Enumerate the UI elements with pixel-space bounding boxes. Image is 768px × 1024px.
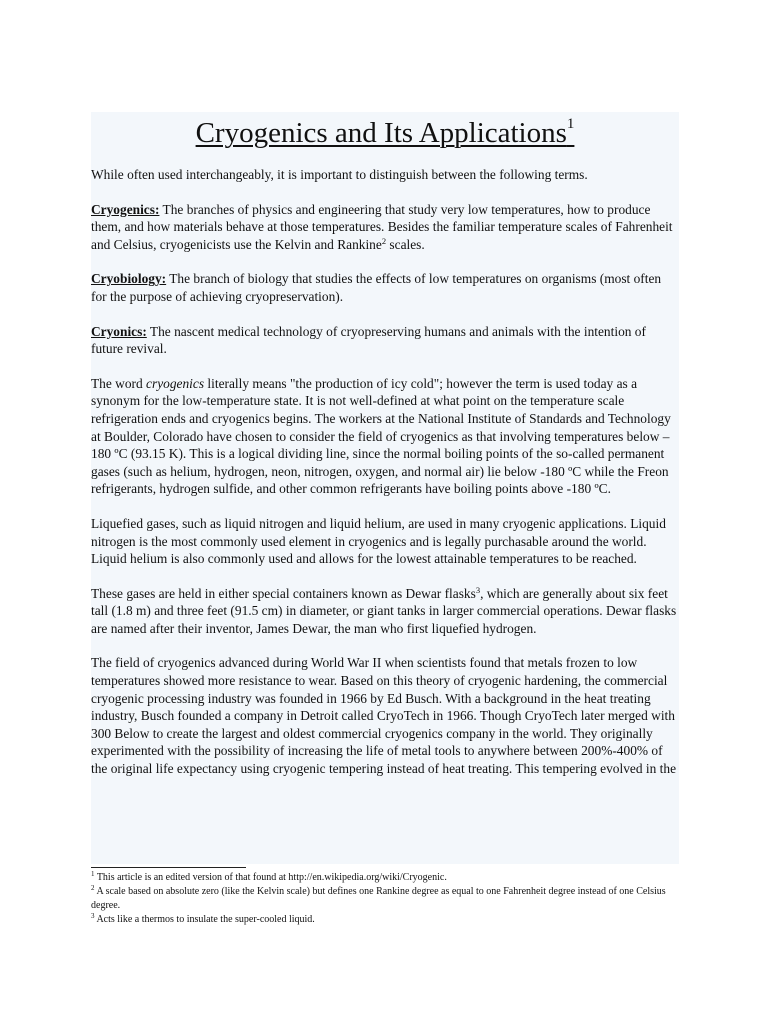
footnote-2-text: A scale based on absolute zero (like the Kelvin scale) but defines one Rankine degree as equal to one Fahrenheit degree instead of one Celsius degree. <box>91 886 666 911</box>
document-body <box>91 112 679 778</box>
footnote-separator <box>91 867 246 868</box>
footnote-1 <box>91 871 679 885</box>
footnote-2-mark: 2 <box>91 884 95 892</box>
document-title <box>91 112 679 150</box>
footnote-3-text: Acts like a thermos to insulate the super-cooled liquid. <box>94 914 315 925</box>
definition-cryobiology <box>91 270 679 305</box>
title-footnote-ref[interactable]: 1 <box>566 116 575 132</box>
paragraph-3-start: These gases are held in either special containers known as Dewar flasks <box>91 585 476 601</box>
definition-cryogenics <box>91 201 679 254</box>
definition-cryobiology-text: The branch of biology that studies the effects of low temperatures on organisms (most often for the purpose of achieving cryopreservation). <box>91 271 662 304</box>
paragraph-1-rest: literally means "the production of icy cold"; however the term is used today as a synonym for the low-temperature state. It is not well-defined at what point on the temperature scale refrigeration ends and cryogenics begins. The workers at the National Institute of Standards and Technology at Boulder, Colorado have chosen to consider the field of cryogenics as that involving temperatures below –180 ºC (93.15 K). This is a logical dividing line, since the normal boiling points of the so-called permanent gases (such as helium, hydrogen, neon, nitrogen, oxygen, and normal air) lie below -180 ºC while the Freon refrigerants, hydrogen sulfide, and other common refrigerants have boiling points above -180 ºC. <box>91 375 671 497</box>
definition-cryonics-text: The nascent medical technology of cryopreserving humans and animals with the intention of future revival. <box>91 323 646 357</box>
title-text: Cryogenics and Its Applications <box>195 117 567 149</box>
footnote-3 <box>91 913 679 927</box>
definition-cryogenics-text: The branches of physics and engineering that study very low temperatures, how to produce them, and how materials behave at those temperatures. Besides the familiar temperature scales of Fahrenheit and Celsius, cryogenicists use the Kelvin and Rankine <box>91 201 673 252</box>
footnote-ref-3[interactable]: 3 <box>475 584 481 595</box>
paragraph-1-italic: cryogenics <box>146 375 205 391</box>
footnotes-section <box>91 867 679 927</box>
footnote-1-mark: 1 <box>91 870 95 878</box>
footnote-1-text: This article is an edited version of that found at http://en.wikipedia.org/wiki/Cryogenic. <box>94 872 447 883</box>
term-cryonics: Cryonics: <box>91 323 147 339</box>
term-cryobiology: Cryobiology: <box>91 271 167 287</box>
paragraph-1-start: The word <box>91 375 147 391</box>
definition-cryonics <box>91 323 679 358</box>
paragraph-dewar-flasks <box>91 585 679 638</box>
paragraph-world-war-ii: The field of cryogenics advanced during World War II when scientists found that metals frozen to low temperatures showed more resistance to wear. Based on this theory of cryogenic hardening, the commercial cryogenic processing industry was founded in 1966 by Ed Busch. With a background in the heat treating industry, Busch founded a company in Detroit called CryoTech in 1966. Though CryoTech later merged with 300 Below to create the largest and oldest commercial cryogenics company in the world. They originally experimented with the possibility of increasing the life of metal tools to anywhere between 200%-400% of the original life expectancy using cryogenic tempering instead of heat treating. This tempering evolved in the <box>91 655 677 777</box>
footnote-ref-2[interactable]: 2 <box>381 235 387 246</box>
paragraph-word-cryogenics <box>91 375 679 498</box>
paragraph-liquefied-gases: Liquefied gases, such as liquid nitrogen and liquid helium, are used in many cryogenic applications. Liquid nitrogen is the most commonly used element in cryogenics and is legally purchasable around the world. Liquid helium is also commonly used and allows for the lowest attainable temperatures to be reached. <box>91 515 666 567</box>
footnote-3-mark: 3 <box>91 912 95 920</box>
footnote-2 <box>91 885 679 913</box>
definition-cryogenics-tail: scales. <box>386 236 425 252</box>
intro-paragraph: While often used interchangeably, it is important to distinguish between the following terms. <box>91 167 588 182</box>
paragraph-3-rest: , which are generally about six feet tall (1.8 m) and three feet (91.5 cm) in diameter, or giant tanks in larger commercial operations. Dewar flasks are named after their inventor, James Dewar, the man who first liquefied hydrogen. <box>91 585 677 636</box>
term-cryogenics: Cryogenics: <box>91 201 160 217</box>
